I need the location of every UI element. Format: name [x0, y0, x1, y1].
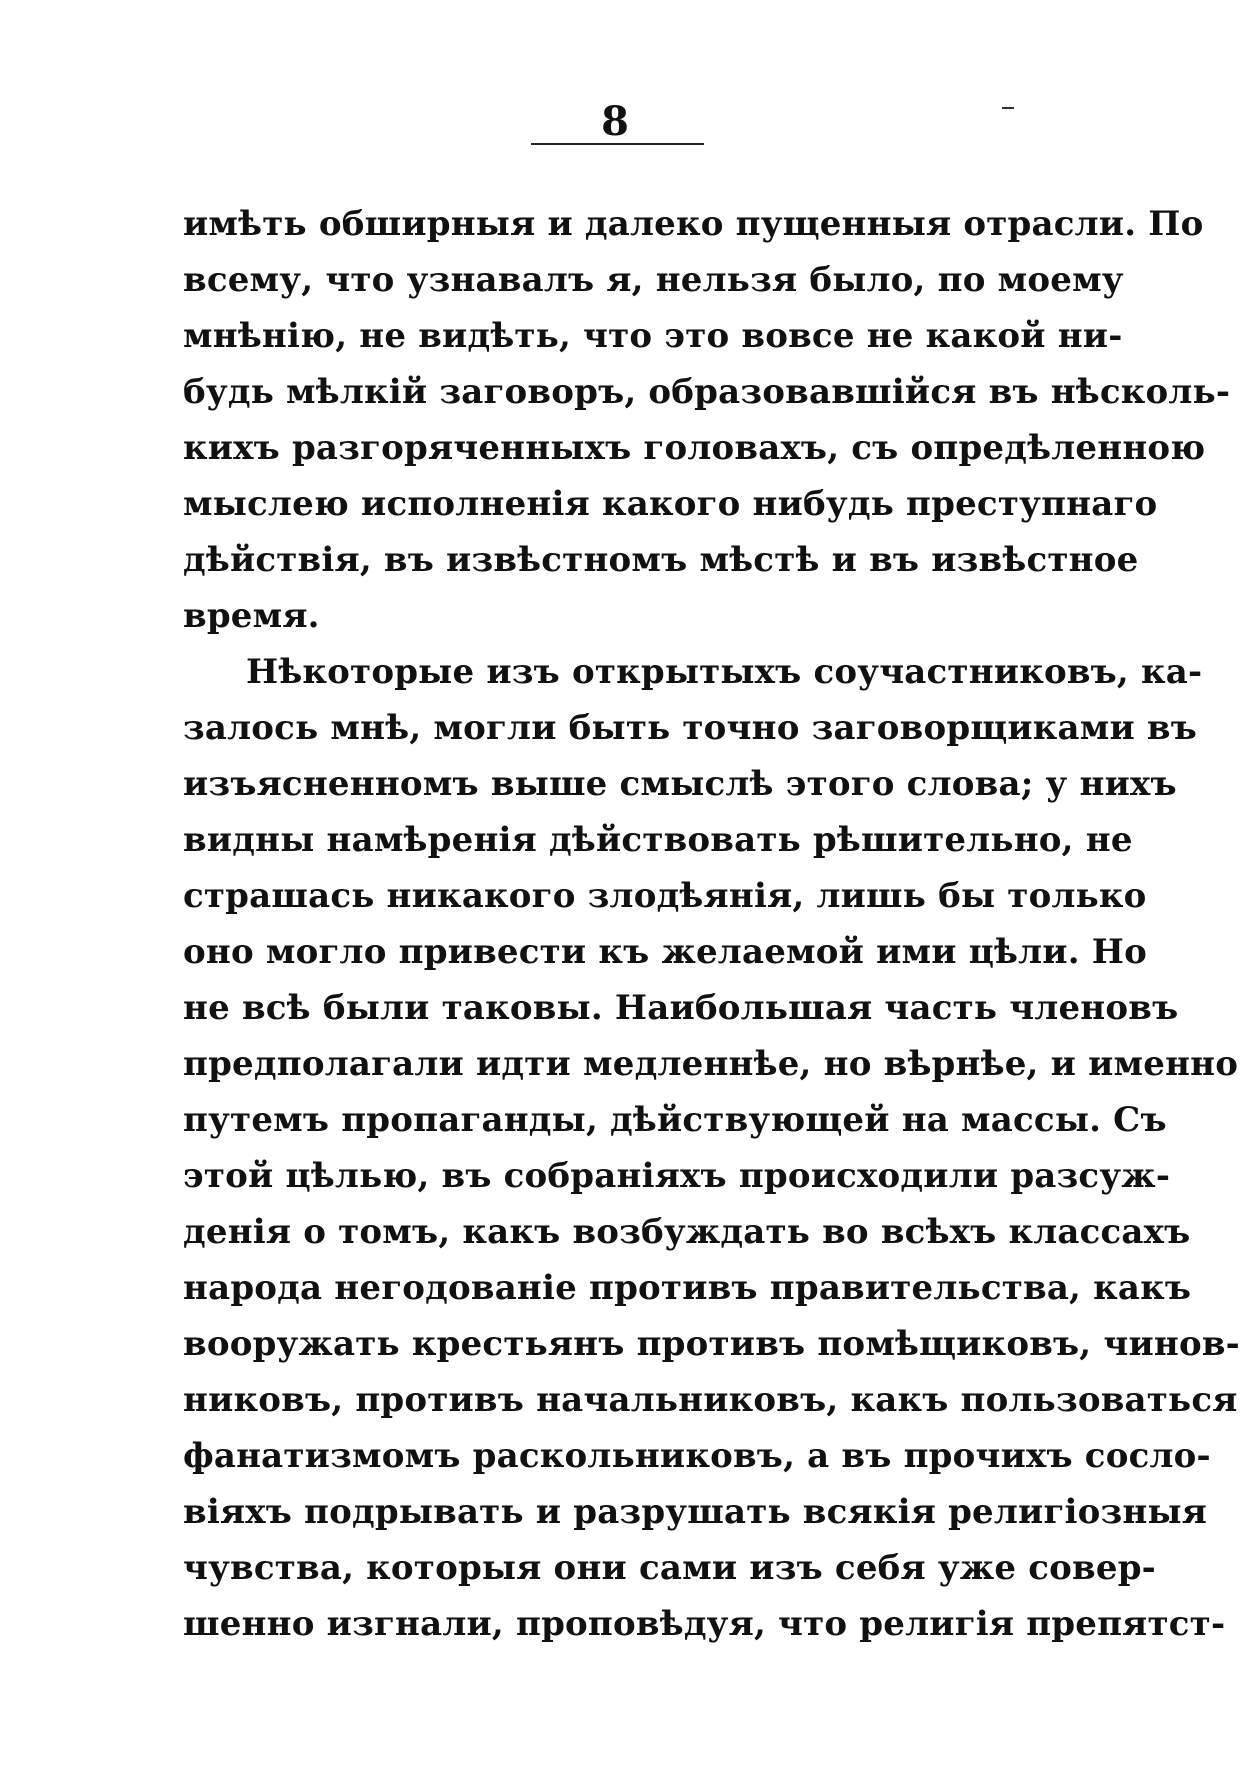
text-line: мыслею исполненія какого нибудь преступнаго	[183, 484, 1158, 524]
text-line: шенно изгнали, проповѣдуя, что религія препятст-	[183, 1604, 1226, 1644]
text-line: фанатизмомъ раскольниковъ, а въ прочихъ сосло-	[183, 1436, 1211, 1476]
text-line: время.	[183, 596, 320, 636]
text-line: будь мѣлкій заговоръ, образовавшійся въ нѣсколь-	[183, 372, 1231, 412]
text-line: Нѣкоторые изъ открытыхъ соучастниковъ, ка-	[246, 652, 1203, 692]
text-line: денія о томъ, какъ возбуждать во всѣхъ классахъ	[183, 1212, 1191, 1252]
text-line: віяхъ подрывать и разрушать всякія религіозныя	[183, 1492, 1208, 1532]
text-line: чувства, которыя они сами изъ себя уже совер-	[183, 1548, 1156, 1588]
text-line: вооружать крестьянъ противъ помѣщиковъ, чинов-	[183, 1324, 1240, 1364]
corner-mark	[1002, 107, 1014, 109]
body-text	[183, 196, 1240, 1652]
paragraph	[183, 644, 1240, 1652]
text-line: предполагали идти медленнѣе, но вѣрнѣе, и именно	[183, 1044, 1239, 1084]
page-number: 8	[601, 98, 629, 145]
paragraph	[183, 196, 1231, 644]
text-line: никовъ, противъ начальниковъ, какъ пользоваться	[183, 1380, 1238, 1420]
text-line: изъясненномъ выше смыслѣ этого слова; у нихъ	[183, 764, 1177, 804]
text-line: кихъ разгоряченныхъ головахъ, съ опредѣленною	[183, 428, 1206, 468]
text-line: путемъ пропаганды, дѣйствующей на массы. Съ	[183, 1100, 1167, 1140]
text-line: оно могло привести къ желаемой ими цѣли. Но	[183, 932, 1148, 972]
text-line: не всѣ были таковы. Наибольшая часть членовъ	[183, 988, 1179, 1028]
text-line: имѣть обширныя и далеко пущенныя отрасли. По	[183, 204, 1204, 244]
page-number-rule	[531, 143, 704, 145]
text-line: всему, что узнавалъ я, нельзя было, по моему	[183, 260, 1124, 300]
text-line: народа негодованіе противъ правительства, какъ	[183, 1268, 1192, 1308]
text-line: залось мнѣ, могли быть точно заговорщиками въ	[183, 708, 1198, 748]
text-line: этой цѣлью, въ собраніяхъ происходили разсуж-	[183, 1156, 1171, 1196]
text-line: мнѣнію, не видѣть, что это вовсе не какой ни-	[183, 316, 1123, 356]
text-line: дѣйствія, въ извѣстномъ мѣстѣ и въ извѣстное	[183, 540, 1139, 580]
text-line: видны намѣренія дѣйствовать рѣшительно, не	[183, 820, 1133, 860]
text-line: страшась никакого злодѣянія, лишь бы только	[183, 876, 1147, 916]
